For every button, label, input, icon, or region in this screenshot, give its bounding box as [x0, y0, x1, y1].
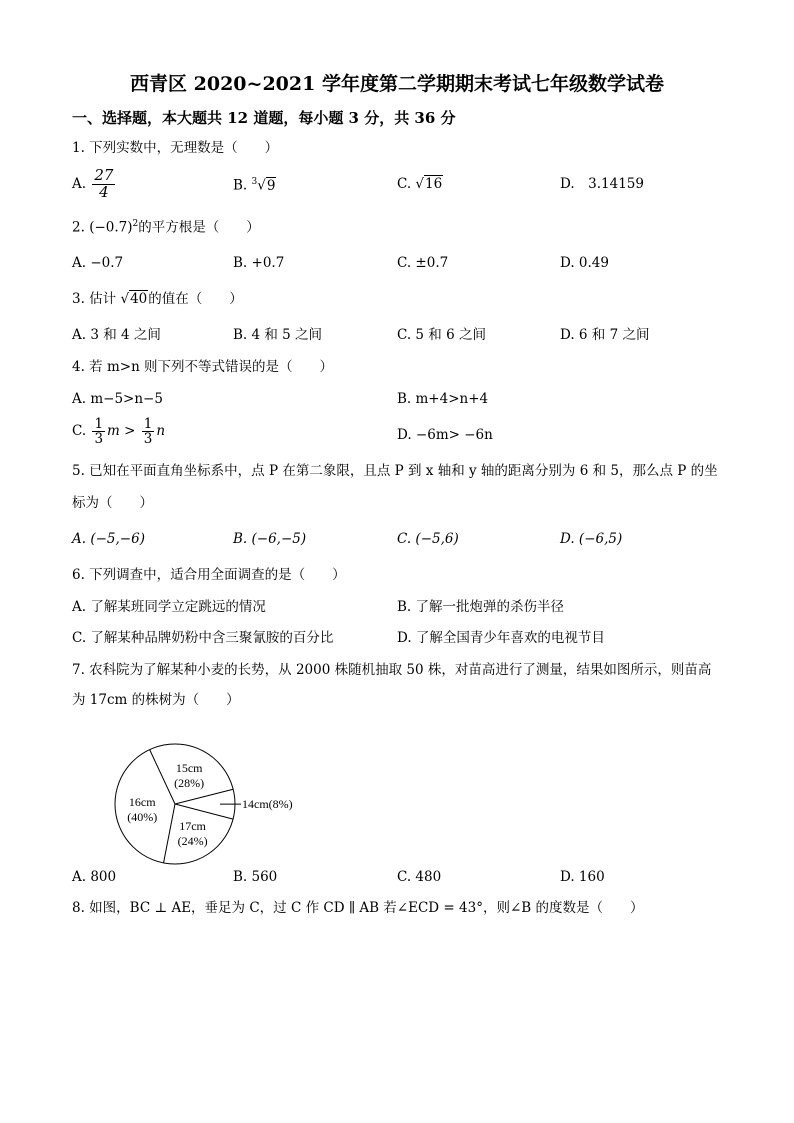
- question-text: 的值在（ ）: [148, 291, 243, 307]
- fraction-numerator: 27: [94, 166, 114, 184]
- fraction-denominator: 3: [143, 431, 153, 448]
- pie-slice-boundary: [175, 789, 233, 804]
- option-a-label: A.: [72, 175, 87, 192]
- radicand: 16: [425, 176, 443, 192]
- pie-slice-label: 16cm: [128, 795, 156, 810]
- question-4-stem: 4. 若 m>n 则下列不等式错误的是（ ）: [72, 359, 334, 375]
- question-4-option-b[interactable]: B. m+4>n+4: [397, 391, 489, 407]
- fraction-numerator: 1: [143, 416, 153, 432]
- fraction: [142, 417, 155, 446]
- math-expression: (−0.7): [89, 219, 133, 236]
- question-6-option-c[interactable]: C. 了解某种品牌奶粉中含三聚氰胺的百分比: [72, 630, 334, 646]
- pie-slice-boundary: [175, 804, 233, 819]
- option-b-label: B.: [233, 177, 248, 194]
- fraction-denominator: 3: [94, 431, 104, 448]
- root-index: 3: [251, 177, 258, 187]
- question-7-option-c[interactable]: C. 480: [397, 869, 442, 885]
- pie-slice-boundary: [164, 804, 175, 863]
- question-3-option-d[interactable]: D. 6 和 7 之间: [560, 327, 650, 343]
- question-text: 3. 估计: [72, 291, 117, 307]
- question-2-stem: [72, 220, 260, 235]
- question-2-option-a[interactable]: A. −0.7: [72, 255, 124, 271]
- pie-slice-label: 17cm: [179, 818, 206, 833]
- radicand: 9: [266, 177, 276, 194]
- question-3-option-b[interactable]: B. 4 和 5 之间: [233, 327, 323, 343]
- question-1-option-a[interactable]: [72, 168, 117, 201]
- question-7-stem-line2: 为 17cm 的株树为（ ）: [72, 692, 240, 708]
- option-c-label: C.: [72, 423, 87, 440]
- question-text: 的平方根是（ ）: [138, 219, 260, 236]
- question-5-option-b[interactable]: B. (−6,−5): [233, 531, 307, 547]
- question-6-option-d[interactable]: D. 了解全国青少年喜欢的电视节目: [397, 630, 605, 646]
- question-1-option-d[interactable]: D. 3.14159: [560, 176, 644, 192]
- question-6-option-b[interactable]: B. 了解一批炮弹的杀伤半径: [397, 599, 565, 615]
- pie-slice-percent: (28%): [174, 776, 205, 791]
- variable-m: m: [107, 423, 120, 440]
- question-3-stem: 3. 估计 √40的值在（ ）: [72, 291, 243, 307]
- question-4-option-a[interactable]: A. m−5>n−5: [72, 391, 163, 407]
- question-5-stem-line1: 5. 已知在平面直角坐标系中，点 P 在第二象限，且点 P 到 x 轴和 y 轴的距离分别为 6 和 5，那么点 P 的坐: [72, 463, 718, 479]
- exponent: 2: [132, 219, 139, 229]
- variable-n: n: [156, 423, 166, 440]
- pie-slice-label: 15cm: [175, 761, 203, 776]
- question-7-option-d[interactable]: D. 160: [560, 869, 605, 885]
- question-7-stem-line1: 7. 农科院为了解某种小麦的长势，从 2000 株随机抽取 50 株，对苗高进行了测量，结果如图所示，则苗高: [72, 662, 712, 678]
- question-7-option-a[interactable]: A. 800: [72, 869, 117, 885]
- section-heading: 一、选择题，本大题共 12 道题，每小题 3 分，共 36 分: [72, 109, 456, 127]
- option-c-label: C.: [397, 176, 412, 192]
- question-1-option-b[interactable]: B. $^3$√9: [233, 177, 276, 194]
- pie-chart: [80, 725, 293, 865]
- pie-slice-percent: (40%): [127, 810, 158, 825]
- fraction: [92, 417, 105, 446]
- question-5-option-c[interactable]: C. (−5,6): [397, 531, 459, 547]
- question-3-option-a[interactable]: A. 3 和 4 之间: [72, 327, 161, 343]
- question-5-option-a[interactable]: A. (−5,−6): [72, 531, 145, 547]
- question-2-option-d[interactable]: D. 0.49: [560, 255, 609, 271]
- question-2-option-c[interactable]: C. ±0.7: [397, 255, 449, 271]
- fraction: [92, 168, 115, 201]
- question-2-option-b[interactable]: B. +0.7: [233, 255, 285, 271]
- question-3-option-c[interactable]: C. 5 和 6 之间: [397, 327, 486, 343]
- question-6-stem: 6. 下列调查中，适合用全面调查的是（ ）: [72, 567, 346, 583]
- question-5-option-d[interactable]: D. (−6,5): [560, 531, 623, 547]
- pie-side-label: 14cm(8%): [242, 797, 293, 812]
- question-8-stem: 8. 如图，BC ⊥ AE，垂足为 C，过 C 作 CD ∥ AB 若∠ECD = 43°，则∠B 的度数是（ ）: [72, 900, 644, 916]
- fraction-denominator: 4: [99, 182, 109, 201]
- question-number: 2.: [72, 219, 85, 236]
- fraction-numerator: 1: [94, 416, 104, 432]
- question-6-option-a[interactable]: A. 了解某班同学立定跳远的情况: [72, 599, 266, 615]
- question-4-option-c[interactable]: [72, 417, 165, 446]
- question-1-option-c[interactable]: C. √16: [397, 176, 443, 192]
- greater-than: >: [124, 423, 136, 440]
- page-title: 西青区 2020~2021 学年度第二学期期末考试七年级数学试卷: [130, 73, 664, 95]
- question-7-option-b[interactable]: B. 560: [233, 869, 278, 885]
- question-1-stem: 1. 下列实数中，无理数是（ ）: [72, 140, 279, 156]
- radicand: 40: [130, 291, 148, 307]
- question-5-stem-line2: 标为（ ）: [72, 495, 153, 511]
- question-4-option-d[interactable]: D. −6m> −6n: [397, 427, 493, 443]
- pie-slice-percent: (24%): [177, 833, 208, 848]
